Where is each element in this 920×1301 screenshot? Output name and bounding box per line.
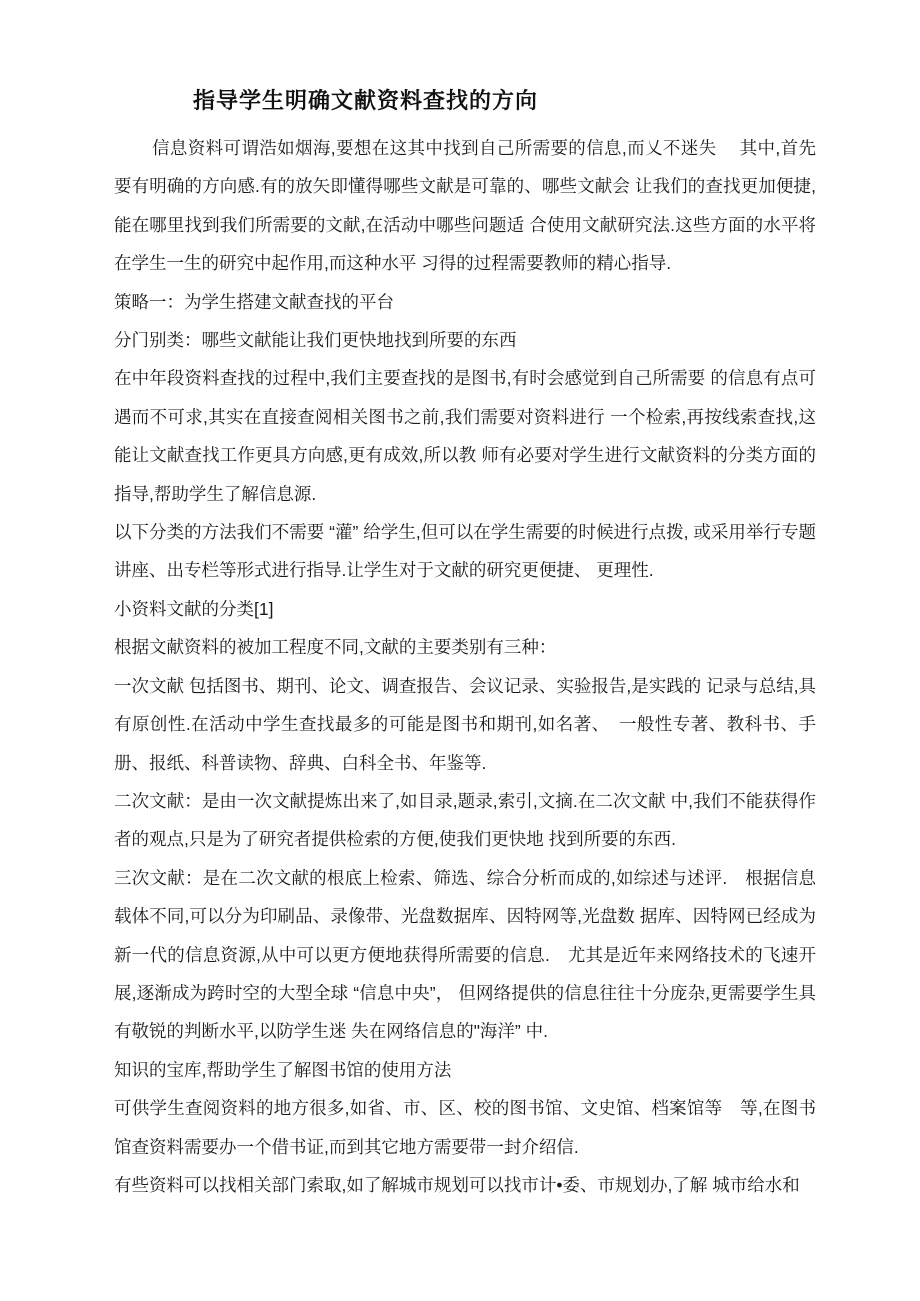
paragraph: 一次文献 包括图书、期刊、论文、调查报告、会议记录、实验报告,是实践的 记录与总结,具有原创性.在活动中学生查找最多的可能是图书和期刊,如名著、 一般性专著、教科书、手册、报纸、科普读物、辞典、白科全书、年鉴等.	[114, 675, 816, 773]
paragraph: 在中年段资料查找的过程中,我们主要查找的是图书,有时会感觉到自己所需要 的信息有点可遇而不可求,其实在直接查阅相关图书之前,我们需要对资料进行 一个检索,再按线索查找,这能让文献查找工作更具方向感,更有成效,所以教 师有必要对学生进行文献资料的分类方面的指导,帮助学生了解信息源.	[114, 368, 816, 504]
paragraph: 策略一：为学生搭建文献查找的平台	[114, 291, 394, 312]
paragraph: 二次文献：是由一次文献提炼出来了,如目录,题录,索引,文摘.在二次文献 中,我们不能获得作者的观点,只是为了研究者提供检索的方便,使我们更快地 找到所要的东西.	[114, 790, 816, 850]
paragraph: 可供学生查阅资料的地方很多,如省、市、区、校的图书馆、文史馆、档案馆等 等,在图书馆查资料需要办一个借书证,而到其它地方需要带一封介绍信.	[114, 1098, 816, 1157]
paragraph: 根据文献资料的被加工程度不同,文献的主要类别有三种：	[114, 637, 557, 658]
paragraph: 分门别类：哪些文献能让我们更快地找到所要的东西	[114, 330, 517, 351]
document-body	[114, 129, 816, 1204]
paragraph: 小资料文献的分类[1]	[114, 598, 274, 619]
paragraph: 知识的宝库,帮助学生了解图书馆的使用方法	[114, 1059, 452, 1080]
document-title: 指导学生明确文献资料查找的方向	[193, 88, 539, 113]
paragraph: 三次文献：是在二次文献的根底上检索、筛选、综合分析而成的,如综述与述评. 根据信息载体不同,可以分为印刷品、录像带、光盘数据库、因特网等,光盘数 据库、因特网已经成为新一代的信息资源,从中可以更方便地获得所需要的信息. 尤其是近年来网络技术的飞速开展,逐渐成为跨时空的大型全球 “信息中央”， 但网络提供的信息往往十分庞杂,更需要学生具有敬锐的判断水平,以防学生迷 失在网络信息的"海洋” 中.	[114, 867, 816, 1042]
paragraph: 信息资料可谓浩如烟海,要想在这其中找到自己所需要的信息,而乂不迷失 其中,首先要有明确的方向感.有的放矢即懂得哪些文献是可靠的、哪些文献会 让我们的查找更加便捷,能在哪里找到我们所需要的文献,在活动中哪些问题适 合使用文献研究法.这些方面的水平将在学生一生的研究中起作用,而这种水平 习得的过程需要教师的精心指导.	[114, 138, 816, 274]
paragraph: 以下分类的方法我们不需要 “灌” 给学生,但可以在学生需要的时候进行点拨, 或采用举行专题讲座、出专栏等形式进行指导.让学生对于文献的研究更便捷、 更理性.	[114, 522, 816, 581]
paragraph: 有些资料可以找相关部门索取,如了解城市规划可以找市计•委、市规划办,了解 城市给水和	[114, 1174, 800, 1195]
